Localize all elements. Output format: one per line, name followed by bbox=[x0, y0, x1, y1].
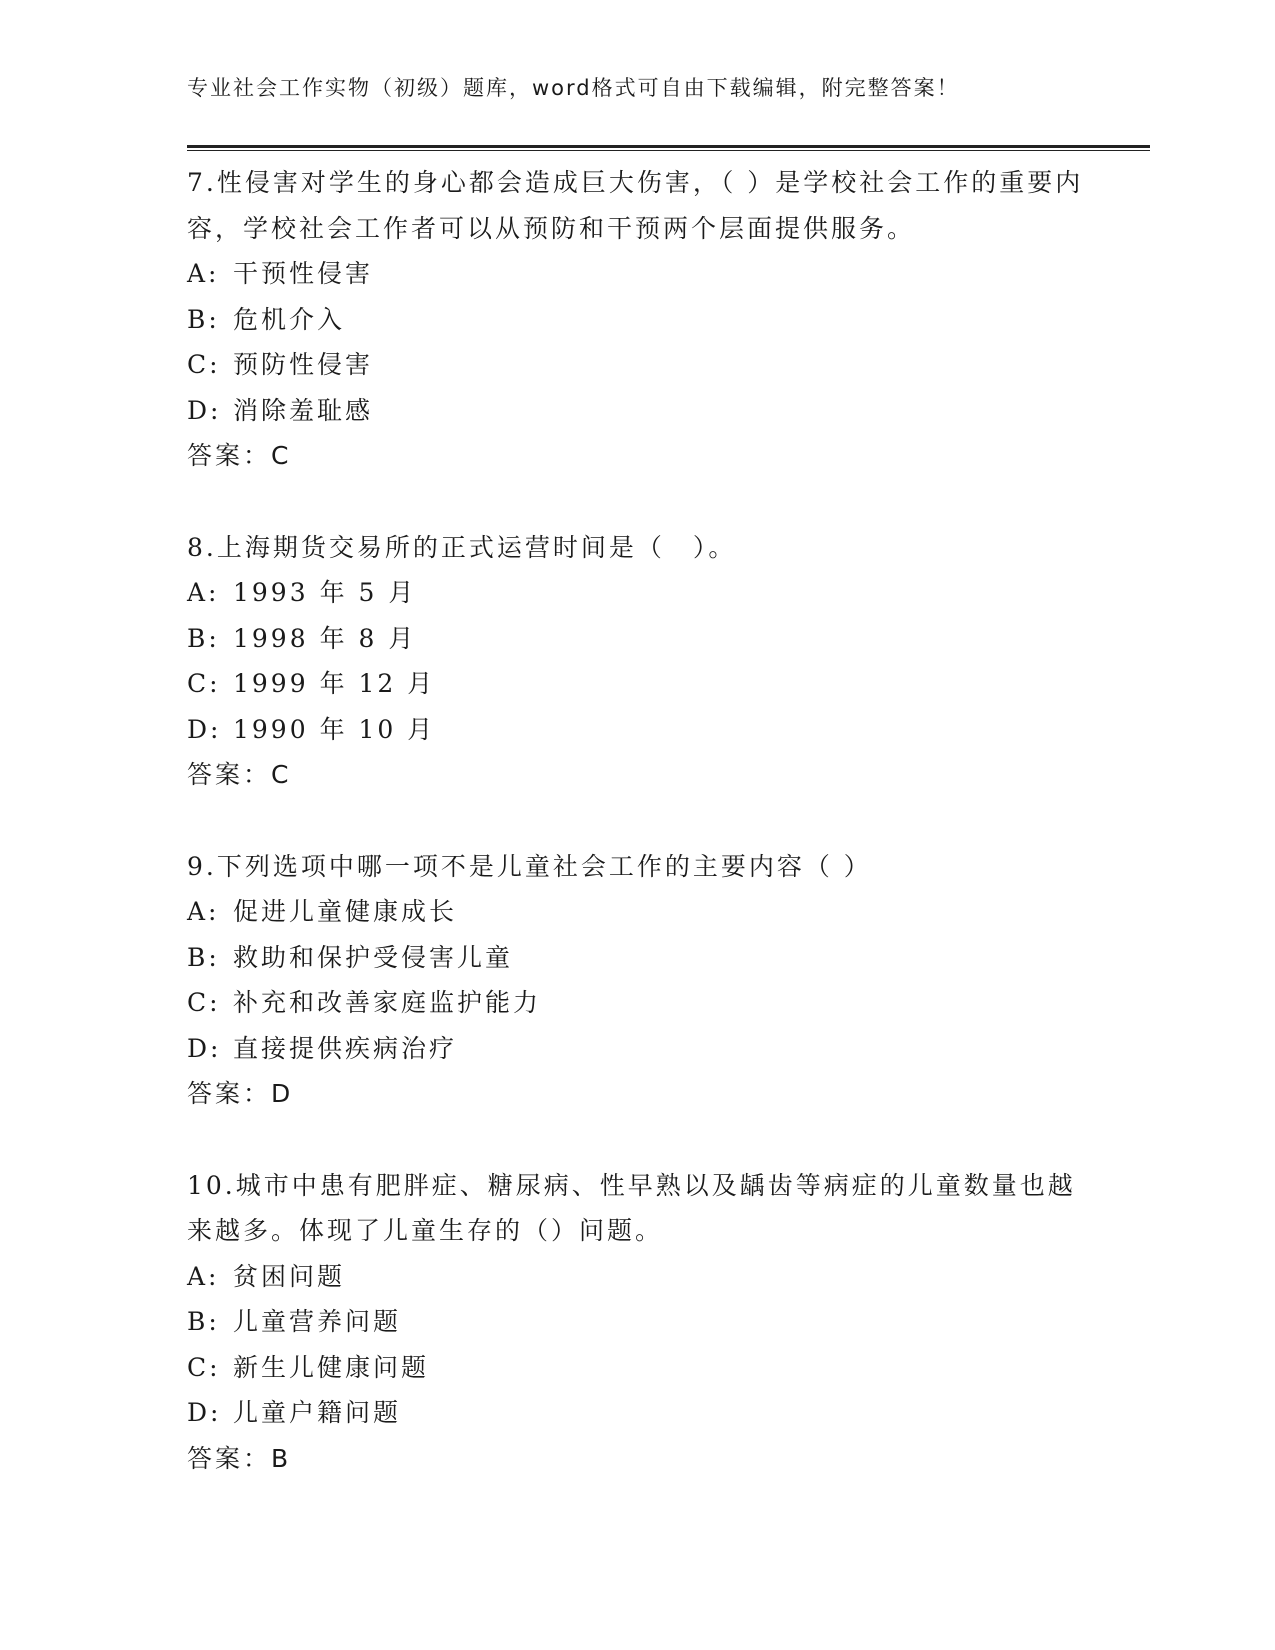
option-b bbox=[187, 935, 1087, 981]
option-d bbox=[187, 388, 1087, 434]
option-c bbox=[187, 661, 1087, 707]
option-c bbox=[187, 1345, 1087, 1391]
option-a bbox=[187, 570, 1087, 616]
option-b bbox=[187, 1299, 1087, 1345]
option-text: 补充和改善家庭监护能力 bbox=[233, 988, 542, 1017]
option-letter: D: bbox=[187, 1033, 222, 1063]
question-10 bbox=[187, 1163, 1087, 1482]
option-text: 1999 年 12 月 bbox=[233, 669, 436, 698]
option-text: 危机介入 bbox=[233, 304, 346, 334]
option-text: 儿童营养问题 bbox=[233, 1307, 402, 1336]
option-letter: D: bbox=[187, 714, 222, 744]
option-text: 1990 年 10 月 bbox=[233, 714, 436, 744]
option-letter: D: bbox=[187, 1398, 222, 1427]
option-a bbox=[187, 889, 1087, 935]
question-7 bbox=[187, 160, 1087, 479]
question-list bbox=[187, 160, 1087, 1527]
option-d bbox=[187, 707, 1087, 753]
option-text: 直接提供疾病治疗 bbox=[233, 1033, 458, 1063]
option-letter: C: bbox=[187, 988, 221, 1017]
option-letter: B: bbox=[187, 1307, 220, 1336]
option-letter: B: bbox=[187, 623, 220, 653]
option-letter: C: bbox=[187, 350, 221, 379]
option-text: 1998 年 8 月 bbox=[233, 623, 417, 653]
option-c bbox=[187, 342, 1087, 388]
option-text: 贫困问题 bbox=[233, 1261, 346, 1291]
header-divider-thin bbox=[187, 150, 1150, 151]
question-8 bbox=[187, 525, 1087, 798]
answer-line: 答案：C bbox=[187, 760, 292, 789]
option-d bbox=[187, 1026, 1087, 1072]
option-b bbox=[187, 297, 1087, 343]
answer-line: 答案：C bbox=[187, 441, 292, 470]
option-c bbox=[187, 980, 1087, 1026]
question-stem: 9.下列选项中哪一项不是儿童社会工作的主要内容（ ） bbox=[187, 851, 872, 881]
option-letter: D: bbox=[187, 395, 222, 425]
question-stem: 7.性侵害对学生的身心都会造成巨大伤害，（ ）是学校社会工作的重要内容，学校社会工作者可以从预防和干预两个层面提供服务。 bbox=[187, 168, 1084, 243]
option-text: 新生儿健康问题 bbox=[233, 1352, 430, 1382]
option-text: 促进儿童健康成长 bbox=[233, 897, 458, 926]
question-stem: 8.上海期货交易所的正式运营时间是（ ）。 bbox=[187, 532, 737, 562]
option-text: 儿童户籍问题 bbox=[233, 1398, 402, 1427]
option-text: 干预性侵害 bbox=[233, 259, 374, 288]
option-letter: A: bbox=[187, 1261, 220, 1291]
option-a bbox=[187, 1254, 1087, 1300]
option-a bbox=[187, 251, 1087, 297]
option-text: 救助和保护受侵害儿童 bbox=[233, 942, 514, 972]
page-header: 专业社会工作实物（初级）题库，word格式可自由下载编辑，附完整答案！ bbox=[187, 76, 960, 100]
option-text: 消除羞耻感 bbox=[233, 395, 374, 425]
option-b bbox=[187, 616, 1087, 662]
answer-line: 答案：B bbox=[187, 1443, 292, 1473]
option-letter: A: bbox=[187, 259, 220, 288]
header-divider-thick bbox=[187, 145, 1150, 148]
answer-line: 答案：D bbox=[187, 1079, 294, 1108]
option-text: 1993 年 5 月 bbox=[233, 578, 417, 607]
option-letter: B: bbox=[187, 304, 220, 334]
option-letter: A: bbox=[187, 897, 220, 926]
option-letter: A: bbox=[187, 578, 220, 607]
option-d bbox=[187, 1390, 1087, 1436]
option-letter: C: bbox=[187, 1352, 221, 1382]
option-letter: C: bbox=[187, 669, 221, 698]
option-text: 预防性侵害 bbox=[233, 350, 374, 379]
option-letter: B: bbox=[187, 942, 220, 972]
question-9 bbox=[187, 844, 1087, 1117]
question-stem: 10.城市中患有肥胖症、糖尿病、性早熟以及龋齿等病症的儿童数量也越来越多。体现了儿童生存的（）问题。 bbox=[187, 1170, 1076, 1245]
